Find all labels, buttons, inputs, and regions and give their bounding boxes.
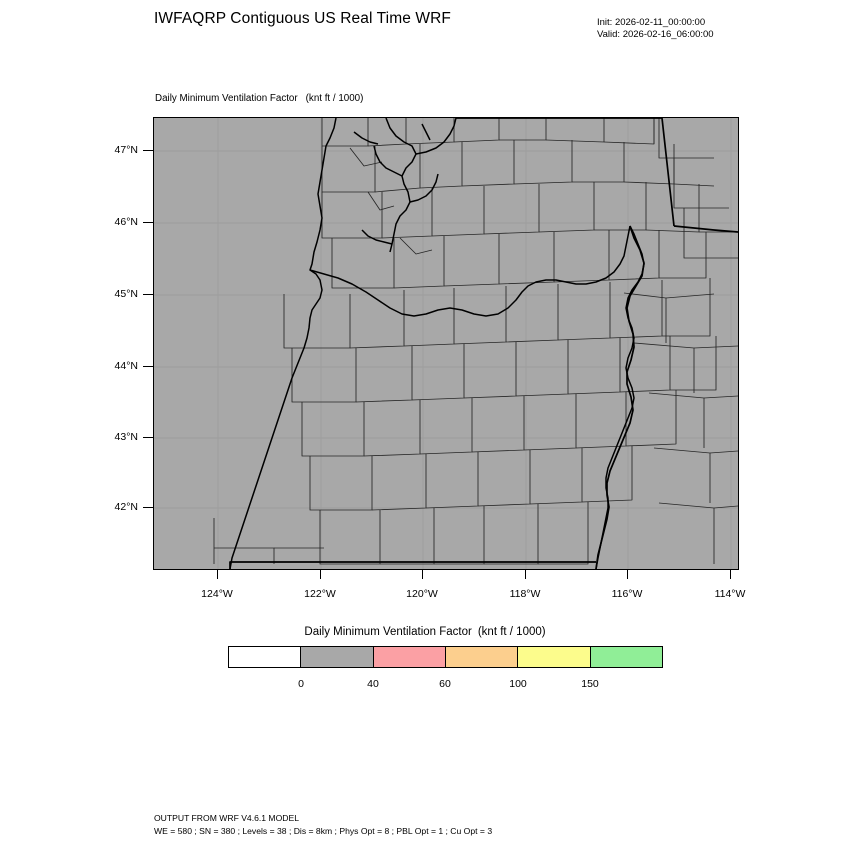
colorbar-swatch-0 <box>229 647 301 667</box>
colorbar-tick-150: 150 <box>581 678 599 690</box>
valid-time-label: Valid: 2026-02-16_06:00:00 <box>597 29 714 40</box>
colorbar-swatch-4 <box>518 647 590 667</box>
lat-tick-47N <box>143 150 153 151</box>
lon-tick-118W <box>525 570 526 579</box>
colorbar-swatch-1 <box>301 647 373 667</box>
lat-label-42N: 42°N <box>114 501 138 513</box>
colorbar-variable-name: Daily Minimum Ventilation Factor <box>304 626 472 638</box>
lat-tick-45N <box>143 294 153 295</box>
lon-label-122W: 122°W <box>304 588 336 600</box>
colorbar-swatch-3 <box>446 647 518 667</box>
footer-line-model: OUTPUT FROM WRF V4.6.1 MODEL <box>154 813 299 823</box>
map-graphic <box>154 118 738 569</box>
forecast-time-block <box>597 17 714 41</box>
map-background <box>154 118 738 569</box>
lat-tick-43N <box>143 437 153 438</box>
lat-tick-46N <box>143 222 153 223</box>
model-info-footer <box>154 812 492 837</box>
colorbar-swatch-5 <box>591 647 662 667</box>
lon-label-124W: 124°W <box>201 588 233 600</box>
lon-tick-124W <box>217 570 218 579</box>
colorbar-tick-40: 40 <box>367 678 379 690</box>
colorbar-title <box>0 626 850 638</box>
colorbar-tick-0: 0 <box>298 678 304 690</box>
init-time-label: Init: 2026-02-11_00:00:00 <box>597 17 706 28</box>
lon-tick-116W <box>627 570 628 579</box>
lon-tick-122W <box>320 570 321 579</box>
lat-label-45N: 45°N <box>114 288 138 300</box>
lat-tick-44N <box>143 366 153 367</box>
plot-variable-label <box>155 93 363 104</box>
lon-tick-114W <box>730 570 731 579</box>
lat-label-46N: 46°N <box>114 216 138 228</box>
colorbar[interactable] <box>228 646 663 668</box>
lat-tick-42N <box>143 507 153 508</box>
colorbar-tick-100: 100 <box>509 678 527 690</box>
lat-label-44N: 44°N <box>114 360 138 372</box>
map-panel[interactable] <box>153 117 739 570</box>
footer-line-config: WE = 580 ; SN = 380 ; Levels = 38 ; Dis = 8km ; Phys Opt = 8 ; PBL Opt = 1 ; Cu Opt = 3 <box>154 825 493 836</box>
colorbar-tick-60: 60 <box>439 678 451 690</box>
lon-label-120W: 120°W <box>406 588 438 600</box>
colorbar-swatch-2 <box>374 647 446 667</box>
lon-tick-120W <box>422 570 423 579</box>
colorbar-units: (knt ft / 1000) <box>477 626 546 638</box>
page-title: IWFAQRP Contiguous US Real Time WRF <box>154 10 451 27</box>
lon-label-116W: 116°W <box>611 588 643 600</box>
lon-label-118W: 118°W <box>509 588 541 600</box>
lon-label-114W: 114°W <box>714 588 746 600</box>
plot-variable-units: (knt ft / 1000) <box>305 93 364 104</box>
lat-label-47N: 47°N <box>114 144 138 156</box>
plot-variable-name: Daily Minimum Ventilation Factor <box>155 93 298 104</box>
lat-label-43N: 43°N <box>114 431 138 443</box>
